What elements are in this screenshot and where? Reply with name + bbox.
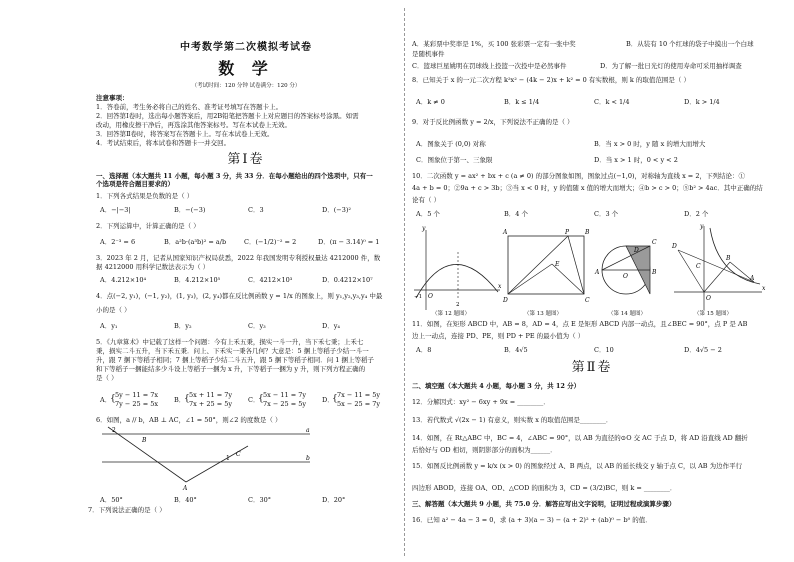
- q2-option-c: C．(−1/2)⁻² = 2: [244, 238, 297, 246]
- q2-option-a: A．2⁻³ = 6: [100, 238, 136, 246]
- q10-line2: 4a + b = 0；②9a + c > 3b；③当 x < 0 时，y 的值随 x 值的增大而增大；④b > c > 0；⑤b² > 4ac．其中正确的结: [412, 184, 763, 192]
- q12: 12．分解因式：xy² − 6xy + 9x = ________．: [412, 398, 550, 406]
- q11-line2: 边上一动点，连接 PD、PE，则 PD + PE 的最小值为（ ）: [412, 332, 585, 340]
- notice-4: 4．考试结束后，将本试卷和答题卡一并交回。: [96, 139, 231, 147]
- svg-text:B: B: [652, 269, 657, 276]
- subject-title: 数 学: [218, 59, 274, 78]
- q14-line2: 后恰好与 OD 相切，则阴影部分的面积为______．: [412, 446, 557, 454]
- q11-option-b: B．4√5: [504, 346, 528, 354]
- part1-title: 第Ⅰ卷: [227, 152, 265, 167]
- q4-option-b: B．y₂: [174, 322, 192, 330]
- q2-stem: 2．下列运算中，计算正确的是（ ）: [96, 222, 200, 230]
- caption-fig-13: （第 13 题图）: [524, 311, 562, 317]
- q5-line1: 5．《九章算术》中记载了这样一个问题：今有上禾五秉，损实一斗一升，当下禾七秉；上禾七: [96, 338, 364, 346]
- caption-fig-12: （第 12 题图）: [432, 311, 470, 317]
- q7-option-b: B．从装有 10 个红球的袋子中摸出一个白球: [626, 40, 754, 48]
- svg-text:B: B: [585, 229, 590, 236]
- q10-option-c: C．3 个: [594, 210, 619, 218]
- q13: 13．若代数式 √(2x − 1) 有意义，则实数 x 的取值范围是________．: [412, 416, 613, 424]
- svg-text:P: P: [565, 229, 570, 236]
- q9-option-b: B．当 x > 0 时，y 随 x 的增大而增大: [594, 140, 706, 148]
- notice-heading: 注意事项：: [96, 94, 129, 102]
- q6-option-d: D．20°: [322, 496, 346, 504]
- q6-option-a: A．50°: [100, 496, 123, 504]
- q7-option-c: C．篮球巨星姚明在罚球线上投篮一次投中是必然事件: [412, 62, 567, 70]
- svg-text:y: y: [700, 223, 704, 230]
- svg-text:O: O: [428, 293, 433, 300]
- q15-line1: 15．如图反比例函数 y = k/x (x > 0) 的图象经过 A、B 两点，以 AB 的延长线交 y 轴于点 C，以 AB 为边作平行: [412, 462, 743, 470]
- q10-option-b: B．4 个: [504, 210, 528, 218]
- svg-text:E: E: [555, 261, 560, 268]
- q4-option-d: D．y₄: [322, 322, 340, 330]
- q16: 16．已知 a² − 4a − 3 = 0，求 (a + 3)(a − 3) − (a + 2)² + (ab)⁰ − b⁰ 的值．: [412, 516, 652, 524]
- q9-option-a: A．图象关于 (0,0) 对称: [416, 140, 486, 148]
- notice-2: 2．回答第Ⅰ卷时，选出每小题答案后，用2B铅笔把答题卡上对应题目的答案标号涂黑。如需: [96, 112, 359, 120]
- section1-line2: 个选项是符合题目要求的）: [96, 180, 174, 188]
- q1-stem: 1．下列各式结果是负数的是（ ）: [96, 192, 194, 200]
- q7-option-a: A．某彩票中奖率是 1%，买 100 张彩票一定有一张中奖: [412, 40, 576, 48]
- q9-stem: 9．对于反比例函数 y = 2/x，下列说法不正确的是（ ）: [412, 118, 574, 126]
- q10-option-a: A．5 个: [416, 210, 440, 218]
- svg-text:C: C: [585, 297, 590, 304]
- svg-text:O: O: [623, 273, 628, 280]
- q7-option-b-cont: 是随机事件: [412, 50, 445, 58]
- q5-line3: 升，跟 7 捆下等稻子相同；7 捆上等稻子少结二斗五升，跟 5 捆下等稻子相同．问 1 捆上等稻子: [96, 356, 375, 364]
- q6-figure: [98, 426, 318, 492]
- section2-title: 二、填空题（本大题共 4 小题，每小题 3 分，共 12 分）: [412, 382, 581, 390]
- svg-text:D: D: [503, 297, 508, 304]
- part2-title: 第Ⅱ卷: [571, 360, 613, 375]
- q10-option-d: D．2 个: [684, 210, 709, 218]
- figure-15-reciprocal: [671, 223, 766, 310]
- q11-option-c: C．10: [594, 346, 614, 354]
- q7-stem: 7．下列说法正确的是（ ）: [88, 506, 166, 514]
- q4-line2: 小的是（ ）: [96, 306, 131, 314]
- q8-option-b: B．k ≤ 1/4: [504, 98, 540, 106]
- q1-option-c: C．3: [248, 206, 264, 214]
- svg-text:y: y: [422, 225, 426, 232]
- q6-option-b: B．40°: [174, 496, 197, 504]
- q6-stem: 6．如图，a // b，AB ⊥ AC，∠1 = 50°，则∠2 的度数是（ ）: [96, 416, 282, 424]
- svg-text:D: D: [634, 247, 639, 254]
- right-column: [412, 0, 772, 562]
- q2-option-d: D．(π − 3.14)⁰ = 1: [318, 238, 380, 246]
- q6-option-c: C．30°: [248, 496, 271, 504]
- q15-line2: 四边形 ABOD，连接 OA、OD、△COD 的面积为 3，CD = (3/2)BC，则 k = ________．: [412, 484, 677, 492]
- notice-2-cont: 改动，用橡皮擦干净后，再选涂其他答案标号。写在本试卷上无效。: [96, 121, 291, 129]
- svg-text:C: C: [652, 239, 657, 246]
- q1-option-b: B．−(−3): [174, 206, 206, 214]
- q10-line1: 10．二次函数 y = ax² + bx + c (a ≠ 0) 的部分图象如图，图象过点(−1,0)，对称轴为直线 x = 2，下列结论：①: [412, 172, 745, 180]
- svg-text:O: O: [706, 295, 711, 302]
- svg-text:A: A: [750, 275, 755, 282]
- q6-label-b: b: [306, 455, 310, 462]
- exam-meta: （考试时间：120 分钟 试卷满分：120 分）: [191, 83, 301, 89]
- notice-1: 1．答卷前，考生务必将自己的姓名、准考证号填写在答题卡上。: [96, 103, 283, 111]
- q3-option-d: D．0.4212×10⁷: [322, 276, 373, 284]
- caption-fig-15: （第 15 题图）: [694, 311, 732, 317]
- q1-option-a: A．−|−3|: [100, 206, 131, 214]
- q9-option-c: C．图象位于第一、三象限: [416, 156, 493, 164]
- q8-option-a: A．k ≠ 0: [416, 98, 445, 106]
- figures-row: [412, 222, 772, 318]
- q11-option-a: A．8: [416, 346, 432, 354]
- section1-line1: 一、选择题（本大题共 11 小题，每小题 3 分，共 33 分．在每小题给出的四个选项中，只有一: [96, 172, 373, 180]
- q11-option-d: D．4√5 − 2: [684, 346, 722, 354]
- column-divider: [404, 8, 405, 556]
- svg-text:B: B: [726, 255, 731, 262]
- caption-fig-14: （第 14 题图）: [608, 311, 646, 317]
- q6-label-A: A: [183, 485, 188, 492]
- svg-text:x: x: [762, 285, 766, 292]
- q8-stem: 8．已知关于 x 的一元二次方程 k²x² − (4k − 2)x + k² = 0 有实数根，则 k 的取值范围是（ ）: [412, 76, 690, 84]
- q6-label-1: 1: [226, 455, 230, 462]
- q4-option-a: A．y₁: [100, 322, 118, 330]
- svg-text:x: x: [498, 283, 502, 290]
- q1-option-d: D．(−3)²: [322, 206, 351, 214]
- q6-label-B: B: [142, 437, 147, 444]
- figure-14-circle: [594, 239, 657, 294]
- section3-title: 三、解答题（本大题共 9 小题，共 75.0 分．解答应写出文字说明，证明过程或演算步骤）: [412, 500, 676, 508]
- q3-line1: 3．2023 年 2 月，记者从国家知识产权局获悉，2022 年我国发明专利授权量达 4212000 件，数: [96, 254, 381, 262]
- q5-line4: 和下等稻子一捆能结多少斗设上等稻子一捆为 x 升，下等稻子一捆为 y 升，则下列方程正确的: [96, 365, 366, 373]
- svg-text:2: 2: [456, 302, 460, 308]
- q6-label-2: 2: [112, 427, 116, 434]
- exam-title: 中考数学第二次模拟考试卷: [180, 42, 312, 53]
- svg-text:−1: −1: [414, 294, 423, 300]
- q9-option-d: D．当 x > 1 时，0 < y < 2: [594, 156, 678, 164]
- q4-option-c: C．y₃: [248, 322, 266, 330]
- q3-option-b: B．4.212×10⁵: [174, 276, 221, 284]
- q7-option-d: D．为了解一批日光灯的使用寿命可采用抽样调查: [600, 62, 742, 70]
- q8-option-c: C．k < 1/4: [594, 98, 630, 106]
- svg-text:A: A: [503, 229, 508, 236]
- svg-text:C: C: [696, 263, 701, 270]
- left-column: 中考数学第二次模拟考试卷 数 学 （考试时间：120 分钟 试卷满分：120 分） 注意事项： 1．答卷前，考生务必将自己的姓名、准考证号填写在答题卡上。 2．回答第Ⅰ卷时，选出每小题答案后，用2B铅笔把答题卡上对应题目的答案标号涂黑。如需 改动，用橡皮擦干净后，再选涂其他答案标号。写在本试卷上无效。 3．回答第Ⅱ卷时，将答案写在答题卡上。写在本试卷上无效。 4．考试结束后，将本试卷和答题卡一并交回。 第Ⅰ卷 一、选择题（本大题共 11 小题，每小题 3 分，共 33 分．在每小题给出的四个选项中，只有一 个选项是符合题目要求的） 1．下列各式结果是负数的是（ ） A．−|−3| B．−(−3) C．3 D．(−3)² 2．下列运算中，计算正确的是（ ） A．2⁻³ = 6 B．a²b·(a³b)² = a/b C．(−1/2)⁻² = 2 D．(π − 3.14)⁰ = 1 3．2023 年 2 月，记者从国家知识产权局获悉，2022 年我国发明专利授权量达 4212000 件，数 据 4212000 用科学记数法表示为（ ） A．4.212×10⁴ B．4.212×10⁵ C．4212×10³ D．0.4212×10⁷ 4．点(−2, y₁)，(−1, y₂)，(1, y₃)，(2, y₄)都在反比例函数 y = 1/x 的图象上，则 y₁,y₂,y₃,y₄ 中最 小的是（ ） A．y₁ B．y₂ C．y₃ D．y₄ 5．《九章算术》中记载了这样一个问题：今有上禾五秉，损实一斗一升，当下禾七秉；上禾七 秉，损实二斗五升，当下禾五秉．问上、下禾实一秉各几何？大意是：5 捆上等稻子少结一斗一 升，跟 7 捆下等稻子相同；7 捆上等稻子少结二斗五升，跟 5 捆下等稻子相同．问 1 捆上等稻子 和下等稻子一捆能结多少斗设上等稻子一捆为 x 升，下等稻子一捆为 y 升，则下列方程正确的 是（ ） A． { 5y − 11 = 7x 7y − 25 = 5x B． { 5x + 11 = 7y 7x + 25 = 5y C． { 5x − 11 = 7y 7x − 25 = 5y D． { 7x − 11 = 5y 5x − 25 = 7y 6．如图，a // b，AB ⊥ AC，∠1 = 50°，则∠2 的度数是（ ） 2 B C 1 A a b A．50° B．40° C．30° D．20° 7．下列说法正确的是（ ）: [96, 0, 396, 562]
- q10-line3: 论有（ ）: [412, 196, 441, 204]
- q14-line1: 14．如图，在 Rt△ABC 中，BC = 4，∠ABC = 90°，以 AB 为直径的⊙O 交 AC 于点 D，将 AD 沿直线 AD 翻折: [412, 434, 748, 442]
- figure-12-parabola: [414, 225, 502, 310]
- q5-line5: 是（ ）: [96, 374, 118, 382]
- q4-line1: 4．点(−2, y₁)，(−1, y₂)，(1, y₃)，(2, y₄)都在反比例函数 y = 1/x 的图象上，则 y₁,y₂,y₃,y₄ 中最: [96, 292, 383, 300]
- q2-option-b: B．a²b·(a³b)² = a/b: [164, 238, 227, 246]
- q3-option-a: A．4.212×10⁴: [100, 276, 147, 284]
- q6-label-C: C: [236, 451, 241, 458]
- q6-label-a: a: [306, 427, 310, 434]
- q8-option-d: D．k > 1/4: [684, 98, 720, 106]
- q11-line1: 11．如图，在矩形 ABCD 中，AB = 8，AD = 4，点 E 是矩形 ABCD 内部一动点，且∠BEC = 90°，点 P 是 AB: [412, 320, 748, 328]
- notice-3: 3．回答第Ⅱ卷时，将答案写在答题卡上。写在本试卷上无效。: [96, 130, 274, 138]
- q5-line2: 秉，损实二斗五升，当下禾五秉．问上、下禾实一秉各几何？大意是：5 捆上等稻子少结一斗一: [96, 347, 369, 355]
- svg-text:A: A: [595, 269, 600, 276]
- q3-line2: 据 4212000 用科学记数法表示为（ ）: [96, 263, 210, 271]
- q3-option-c: C．4212×10³: [248, 276, 293, 284]
- svg-text:D: D: [672, 243, 677, 250]
- figure-13-rectangle: [502, 229, 590, 304]
